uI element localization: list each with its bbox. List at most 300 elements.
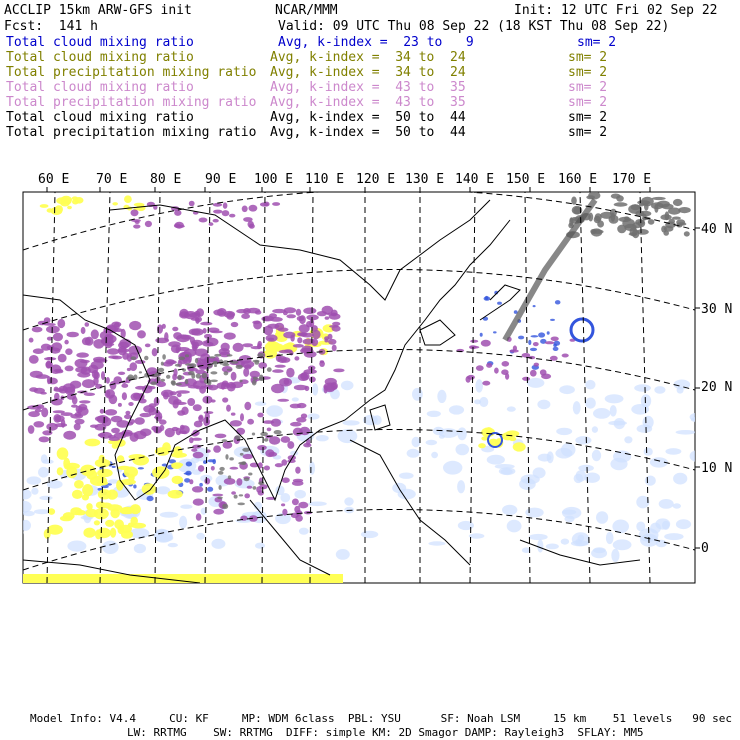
cloud-yellow	[51, 207, 63, 215]
cloud-purple	[295, 467, 300, 474]
cloud-purple	[65, 348, 72, 355]
cloud-purple	[121, 384, 128, 388]
cloud-blue-light	[562, 509, 576, 514]
cloud-yellow	[60, 196, 72, 204]
cloud-purple	[272, 202, 280, 206]
cloud-yellow	[95, 529, 102, 539]
cloud-purple	[110, 381, 117, 390]
cloud-purple	[192, 445, 201, 449]
cloud-purple	[101, 339, 106, 344]
cloud-blue	[531, 335, 539, 337]
cloud-blue-light	[39, 496, 52, 500]
cloud-yellow	[105, 520, 114, 527]
cloud-yellow	[168, 490, 183, 499]
cloud-blue	[528, 340, 531, 345]
cloud-blue-light	[439, 435, 445, 439]
cloud-purple	[168, 396, 179, 405]
cloud-purple	[210, 331, 223, 334]
cloud-blue-light	[427, 411, 441, 417]
lat-label: 10 N	[701, 461, 733, 476]
cloud-blue	[185, 471, 191, 476]
cloud-purple	[91, 329, 99, 339]
cloud-gray	[237, 503, 245, 506]
cloud-blue-light	[676, 430, 696, 435]
cloud-gray	[248, 473, 252, 476]
cloud-blue-light	[564, 516, 574, 523]
cloud-purple	[165, 428, 175, 437]
cloud-yellow	[110, 508, 120, 518]
cloud-purple	[223, 441, 233, 449]
cloud-purple	[33, 348, 44, 354]
field-sm: sm= 2	[568, 125, 608, 140]
cloud-purple	[267, 428, 272, 432]
cloud-purple	[241, 313, 250, 319]
cloud-purple	[317, 311, 327, 316]
cloud-blue-light	[561, 443, 576, 457]
cloud-purple	[152, 348, 158, 356]
lon-label: 70 E	[96, 172, 128, 187]
cloud-yellow	[486, 427, 493, 433]
cloud-purple	[168, 341, 181, 347]
cloud-purple	[85, 322, 90, 327]
cloud-gray	[228, 475, 231, 479]
init-time: Init: 12 UTC Fri 02 Sep 22	[514, 3, 718, 18]
cloud-blue-light	[179, 516, 187, 529]
cloud-gray	[239, 494, 243, 496]
cloud-purple	[133, 224, 140, 228]
cloud-purple	[533, 342, 539, 346]
field-sm: sm= 2	[568, 110, 608, 125]
cloud-yellow	[96, 502, 106, 509]
cloud-purple	[292, 481, 304, 486]
cloud-purple	[100, 409, 104, 414]
cloud-purple	[502, 361, 510, 367]
cloud-purple	[236, 478, 242, 486]
cloud-gray	[223, 360, 229, 364]
lon-label: 120 E	[356, 172, 396, 187]
cloud-purple	[257, 413, 263, 418]
cloud-purple	[476, 365, 484, 371]
field-avg: Avg, k-index = 50 to 44	[270, 110, 466, 125]
lon-label: 110 E	[305, 172, 345, 187]
field-name: Total precipitation mixing ratio	[6, 125, 257, 140]
cloud-purple	[54, 369, 63, 373]
cloud-blue	[554, 341, 561, 346]
cloud-purple	[470, 346, 479, 349]
cloud-yellow	[269, 343, 283, 350]
cloud-purple	[161, 390, 174, 398]
cloud-purple	[486, 363, 492, 368]
cloud-purple	[70, 414, 83, 419]
cloud-purple	[244, 402, 251, 410]
cloud-gray	[644, 203, 649, 211]
cloud-blue	[530, 348, 537, 351]
cloud-gray	[219, 485, 222, 490]
cloud-purple	[505, 373, 509, 380]
cloud-purple	[290, 422, 302, 427]
cloud-purple	[325, 316, 330, 319]
cloud-purple	[76, 406, 83, 413]
cloud-purple	[467, 375, 475, 380]
cloud-purple	[268, 338, 274, 341]
cloud-purple	[92, 370, 99, 379]
cloud-gray	[219, 467, 224, 471]
cloud-purple	[297, 316, 305, 321]
cloud-purple	[230, 420, 242, 426]
cloud-purple	[80, 360, 90, 363]
cloud-purple	[290, 335, 294, 342]
field-avg: Avg, k-index = 50 to 44	[270, 125, 466, 140]
cloud-blue	[212, 459, 216, 464]
cloud-purple	[247, 486, 253, 489]
cloud-purple	[281, 459, 287, 465]
cloud-blue-light	[407, 449, 420, 458]
cloud-gray	[684, 231, 690, 236]
cloud-purple	[236, 309, 248, 313]
cloud-blue-light	[673, 503, 681, 508]
cloud-gray	[678, 207, 691, 213]
cloud-purple	[163, 362, 174, 367]
cloud-yellow	[40, 204, 49, 208]
cloud-purple	[105, 409, 117, 415]
field-sm: sm= 2	[577, 35, 617, 50]
cloud-blue-light	[546, 544, 559, 550]
cloud-blue-light	[574, 474, 583, 483]
lon-label: 160 E	[558, 172, 598, 187]
lon-label: 90 E	[205, 172, 237, 187]
cloud-purple	[221, 383, 225, 390]
cloud-gray	[177, 375, 182, 380]
lon-label: 150 E	[506, 172, 546, 187]
cloud-purple	[231, 491, 236, 495]
cloud-purple	[190, 337, 195, 344]
cloud-blue-light	[593, 408, 610, 419]
cloud-gray	[267, 367, 272, 372]
cloud-blue-light	[612, 520, 629, 534]
cloud-gray	[161, 379, 165, 382]
cloud-blue-light	[294, 490, 306, 499]
cloud-purple	[301, 372, 307, 378]
cloud-blue-light	[487, 455, 505, 465]
cloud-purple	[118, 403, 122, 407]
cloud-blue-light	[631, 404, 649, 415]
cloud-purple	[269, 436, 280, 444]
cloud-purple	[264, 466, 270, 471]
cloud-purple	[42, 430, 52, 435]
cloud-yellow	[132, 455, 149, 465]
cloud-yellow	[65, 463, 80, 470]
cloud-purple	[290, 404, 301, 409]
cloud-purple	[277, 399, 289, 402]
cloud-purple	[41, 408, 48, 418]
cloud-yellow	[85, 439, 101, 447]
cloud-purple	[297, 332, 308, 336]
cloud-purple	[143, 405, 155, 413]
cloud-gray	[619, 217, 631, 222]
cloud-purple	[177, 347, 189, 351]
cloud-gray	[214, 365, 217, 367]
cloud-blue-light	[27, 476, 42, 484]
cloud-purple	[193, 404, 202, 411]
cloud-blue-light	[5, 527, 24, 539]
cloud-blue-light	[571, 540, 589, 546]
cloud-gray	[178, 357, 185, 361]
cloud-blue-light	[456, 444, 470, 456]
cloud-blue-light	[399, 473, 414, 479]
cloud-purple	[278, 328, 289, 332]
cloud-gray	[642, 214, 646, 221]
cloud-gray	[264, 438, 269, 442]
cloud-yellow	[134, 203, 145, 207]
cloud-purple	[181, 407, 188, 415]
cloud-purple	[101, 371, 105, 380]
cloud-purple	[331, 310, 338, 317]
cloud-blue-light	[38, 467, 49, 478]
cloud-yellow	[86, 503, 92, 510]
cloud-purple	[125, 411, 130, 415]
field-name: Total cloud mixing ratio	[6, 50, 194, 65]
cloud-blue-light	[537, 540, 543, 553]
cloud-purple	[236, 428, 245, 435]
cloud-yellow	[83, 528, 95, 538]
cloud-blue-light	[336, 549, 350, 560]
cloud-blue-light	[624, 436, 632, 443]
cloud-blue-light	[31, 488, 38, 495]
cloud-purple	[145, 344, 151, 348]
cloud-purple	[64, 340, 68, 345]
cloud-purple	[324, 339, 328, 343]
cloud-purple	[240, 413, 244, 421]
cloud-purple	[172, 327, 178, 332]
cloud-gray	[188, 371, 195, 375]
cloud-purple	[82, 337, 91, 345]
cloud-purple	[176, 390, 190, 394]
cloud-purple	[32, 327, 43, 333]
cloud-purple	[129, 321, 141, 330]
cloud-blue-light	[573, 401, 581, 414]
cloud-purple	[196, 513, 202, 521]
cloud-blue-light	[437, 390, 446, 403]
cloud-purple	[180, 425, 185, 430]
cloud-purple	[296, 309, 301, 316]
cloud-purple	[231, 413, 236, 416]
cloud-blue-light	[474, 399, 481, 404]
cloud-purple	[34, 388, 45, 394]
cloud-purple	[134, 431, 147, 440]
cloud-blue-light	[644, 448, 653, 456]
cloud-purple	[189, 437, 194, 443]
cloud-blue-light	[605, 394, 624, 403]
cloud-yellow-band	[23, 574, 343, 583]
cloud-purple	[76, 352, 89, 357]
cloud-gray	[661, 204, 673, 210]
cloud-purple	[53, 333, 63, 341]
cloud-yellow	[130, 517, 138, 525]
cloud-blue-light	[584, 473, 600, 483]
forecast-hour: Fcst: 141 h	[4, 19, 98, 34]
cloud-gray	[616, 195, 624, 201]
cloud-purple	[545, 341, 554, 344]
field-avg: Avg, k-index = 43 to 35	[270, 80, 466, 95]
cloud-gray	[225, 454, 228, 460]
cloud-purple	[191, 448, 197, 452]
cloud-blue	[480, 333, 483, 337]
cloud-purple	[281, 503, 285, 506]
cloud-yellow	[118, 466, 131, 470]
lon-label: 130 E	[405, 172, 445, 187]
cloud-purple	[57, 319, 65, 328]
cloud-blue-light	[529, 534, 548, 540]
cloud-gray	[244, 477, 250, 481]
cloud-blue-light	[426, 440, 438, 445]
cloud-purple	[320, 360, 324, 363]
cloud-gray	[217, 497, 223, 500]
cloud-purple	[242, 206, 248, 213]
cloud-purple	[550, 356, 558, 361]
cloud-purple	[74, 423, 81, 430]
cloud-purple	[286, 314, 296, 318]
cloud-gray	[214, 354, 221, 357]
cloud-blue-light	[613, 539, 632, 550]
cloud-gray	[185, 379, 188, 384]
cloud-purple	[248, 221, 254, 228]
cloud-yellow	[124, 195, 132, 203]
valid-time: Valid: 09 UTC Thu 08 Sep 22 (18 KST Thu 08 Sep 22)	[278, 19, 670, 34]
cloud-purple	[269, 313, 277, 318]
cloud-purple	[231, 322, 239, 327]
cloud-purple	[79, 400, 91, 403]
cloud-yellow	[119, 525, 132, 533]
cloud-blue-light	[102, 541, 118, 554]
cloud-yellow	[47, 525, 63, 535]
cloud-blue	[553, 347, 559, 351]
cloud-purple	[534, 363, 539, 367]
cloud-purple	[296, 417, 306, 422]
cloud-blue-light	[585, 398, 596, 409]
cloud-purple	[265, 449, 274, 457]
cloud-purple	[222, 210, 230, 216]
cloud-gray	[131, 356, 137, 360]
cloud-yellow	[82, 484, 93, 496]
cloud-purple	[215, 434, 227, 439]
cloud-blue-light	[449, 405, 464, 414]
cloud-blue-light	[507, 406, 516, 411]
cloud-gray	[673, 199, 683, 206]
cloud-blue-light	[168, 543, 178, 547]
cloud-purple	[63, 431, 76, 440]
cloud-purple	[224, 333, 236, 340]
cloud-gray	[166, 375, 170, 379]
cloud-purple	[258, 362, 267, 369]
cloud-purple	[482, 381, 490, 386]
model-title: ACCLIP 15km ARW-GFS init	[4, 3, 192, 18]
cloud-purple	[189, 479, 193, 484]
cloud-blue-light	[34, 509, 50, 514]
cloud-purple	[53, 388, 64, 392]
cloud-gray	[195, 358, 198, 363]
cloud-blue-light	[596, 511, 608, 524]
cloud-purple	[145, 221, 152, 227]
cloud-gray	[218, 471, 224, 475]
cloud-purple	[522, 377, 530, 381]
cloud-blue-light	[677, 387, 684, 394]
cloud-gray	[665, 211, 670, 220]
cloud-purple	[292, 499, 299, 506]
cloud-gray	[150, 381, 157, 385]
lon-label: 100 E	[254, 172, 294, 187]
model-info-line1: Model Info: V4.4 CU: KF MP: WDM 6class PBL: YSU SF: Noah LSM 15 km 51 levels 90 sec	[30, 712, 732, 725]
field-sm: sm= 2	[568, 65, 608, 80]
cloud-purple	[332, 345, 337, 352]
cloud-blue	[186, 462, 192, 467]
cloud-yellow	[107, 490, 118, 500]
cloud-purple	[122, 392, 127, 400]
cloud-blue-light	[610, 458, 627, 470]
cloud-blue-light	[654, 386, 665, 394]
field-name: Total precipitation mixing ratio	[6, 95, 257, 110]
cloud-purple	[130, 362, 138, 371]
cloud-gray	[144, 356, 148, 361]
cloud-blue-light	[585, 380, 595, 390]
cloud-yellow	[478, 443, 486, 448]
cloud-purple	[253, 321, 262, 330]
cloud-blue	[547, 331, 550, 334]
cloud-blue-light	[457, 480, 465, 493]
cloud-gray	[274, 430, 282, 434]
cloud-gray	[209, 356, 216, 358]
cloud-purple	[131, 209, 139, 216]
cloud-purple	[212, 494, 223, 497]
cloud-purple	[257, 343, 261, 349]
cloud-blue-light	[592, 450, 601, 461]
field-name: Total cloud mixing ratio	[6, 110, 194, 125]
cloud-gray	[573, 207, 581, 214]
cloud-purple	[219, 348, 230, 355]
field-avg: Avg, k-index = 23 to 9	[278, 35, 474, 50]
cloud-gray	[227, 369, 232, 371]
cloud-yellow	[60, 516, 73, 522]
cloud-gray	[592, 230, 603, 234]
cloud-blue-light	[469, 533, 485, 538]
cloud-yellow	[172, 476, 183, 484]
cloud-purple	[287, 441, 294, 449]
cloud-purple	[275, 365, 286, 368]
model-info-line2: LW: RRTMG SW: RRTMG DIFF: simple KM: 2D Smagor DAMP: Rayleigh3 SFLAY: MM5	[127, 726, 644, 739]
cloud-blue-light	[659, 499, 674, 509]
cloud-yellow	[74, 480, 84, 489]
cloud-purple	[284, 379, 290, 385]
field-avg: Avg, k-index = 43 to 35	[270, 95, 466, 110]
cloud-gray	[162, 354, 166, 360]
cloud-blue-light	[458, 521, 474, 530]
cloud-purple	[154, 397, 160, 406]
cloud-purple	[58, 354, 67, 363]
cloud-purple	[233, 343, 244, 352]
cloud-gray	[260, 432, 268, 436]
cloud-purple	[213, 509, 224, 515]
cloud-purple	[28, 425, 35, 434]
cloud-purple	[204, 411, 214, 414]
cloud-yellow	[509, 437, 516, 441]
cloud-yellow	[95, 459, 111, 468]
organization: NCAR/MMM	[275, 3, 338, 18]
cloud-gray	[224, 371, 229, 375]
cloud-blue-light	[608, 421, 627, 426]
cloud-purple	[39, 436, 50, 442]
cloud-purple	[128, 402, 133, 406]
cloud-purple	[193, 499, 204, 506]
cloud-purple	[160, 425, 165, 431]
